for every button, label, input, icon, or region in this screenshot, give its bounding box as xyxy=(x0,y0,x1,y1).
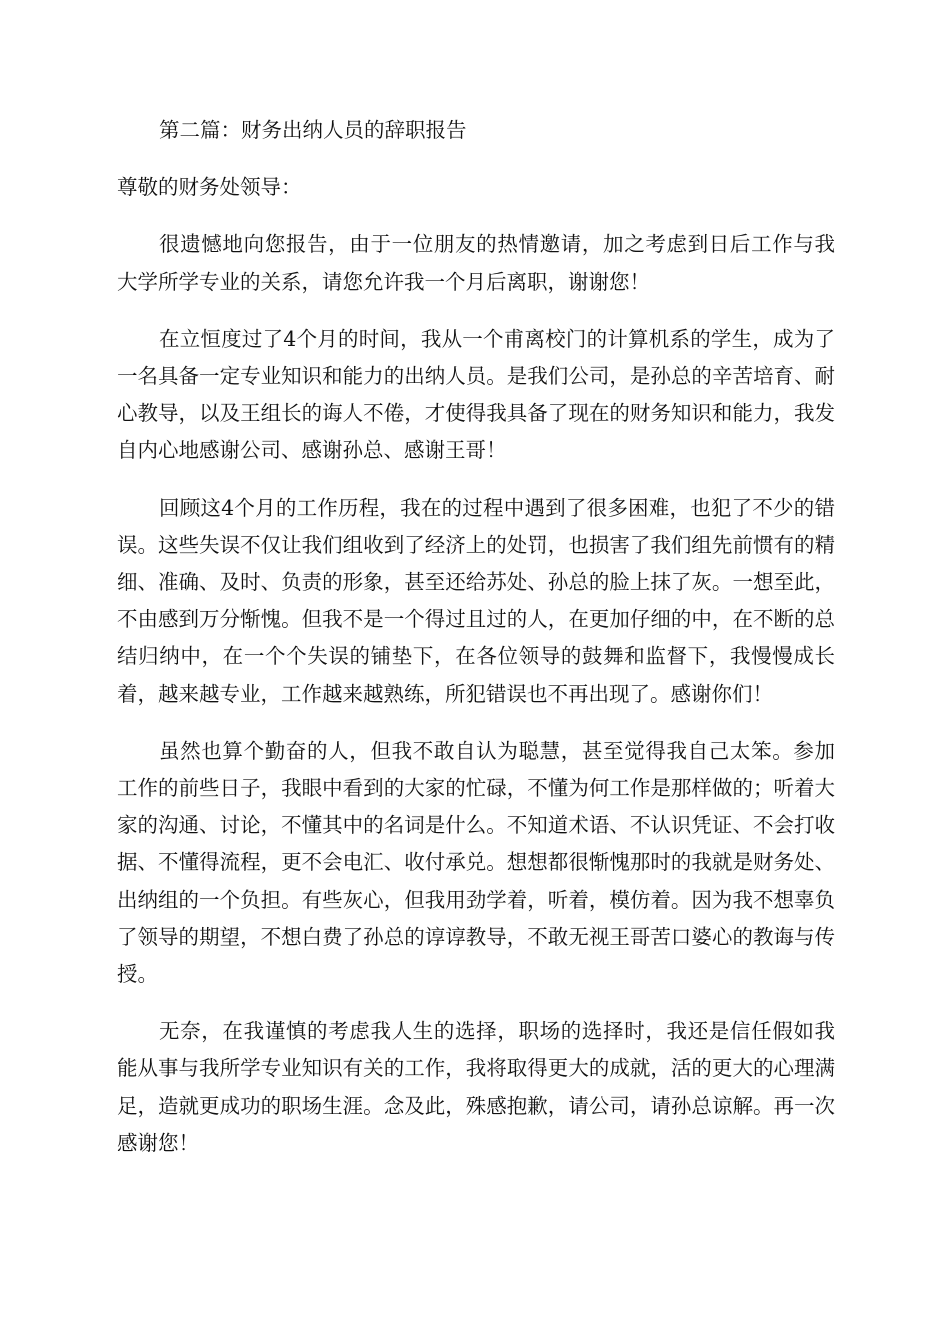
paragraph-5: 无奈，在我谨慎的考虑我人生的选择，职场的选择时，我还是信任假如我能从事与我所学专业知识有关的工作，我将取得更大的成就，活的更大的心理满足，造就更成功的职场生涯。念及此，殊感抱歉，请公司，请孙总谅解。再一次感谢您！ xyxy=(117,1019,835,1155)
document-title: 第二篇：财务出纳人员的辞职报告 xyxy=(159,118,467,142)
salutation: 尊敬的财务处领导： xyxy=(117,175,302,200)
document-body xyxy=(117,112,835,1182)
paragraph-3: 回顾这4个月的工作历程，我在的过程中遇到了很多困难，也犯了不少的错误。这些失误不仅让我们组收到了经济上的处罚，也损害了我们组先前惯有的精细、准确、及时、负责的形象，甚至还给苏处、孙总的脸上抹了灰。一想至此，不由感到万分惭愧。但我不是一个得过且过的人，在更加仔细的中，在不断的总结归纳中，在一个个失误的铺垫下，在各位领导的鼓舞和监督下，我慢慢成长着，越来越专业，工作越来越熟练，所犯错误也不再出现了。感谢你们！ xyxy=(117,495,835,706)
paragraph-2: 在立恒度过了4个月的时间，我从一个甫离校门的计算机系的学生，成为了一名具备一定专业知识和能力的出纳人员。是我们公司，是孙总的辛苦培育、耐心教导，以及王组长的诲人不倦，才使得我具备了现在的财务知识和能力，我发自内心地感谢公司、感谢孙总、感谢王哥！ xyxy=(117,326,835,463)
paragraph-4: 虽然也算个勤奋的人，但我不敢自认为聪慧，甚至觉得我自己太笨。参加工作的前些日子，我眼中看到的大家的忙碌，不懂为何工作是那样做的；听着大家的沟通、讨论，不懂其中的名词是什么。不知道术语、不认识凭证、不会打收据、不懂得流程，更不会电汇、收付承兑。想想都很惭愧那时的我就是财务处、出纳组的一个负担。有些灰心，但我用劲学着，听着，模仿着。因为我不想辜负了领导的期望，不想白费了孙总的谆谆教导，不敢无视王哥苦口婆心的教诲与传授。 xyxy=(117,738,835,987)
paragraph-1: 很遗憾地向您报告，由于一位朋友的热情邀请，加之考虑到日后工作与我大学所学专业的关系，请您允许我一个月后离职，谢谢您！ xyxy=(117,232,835,294)
